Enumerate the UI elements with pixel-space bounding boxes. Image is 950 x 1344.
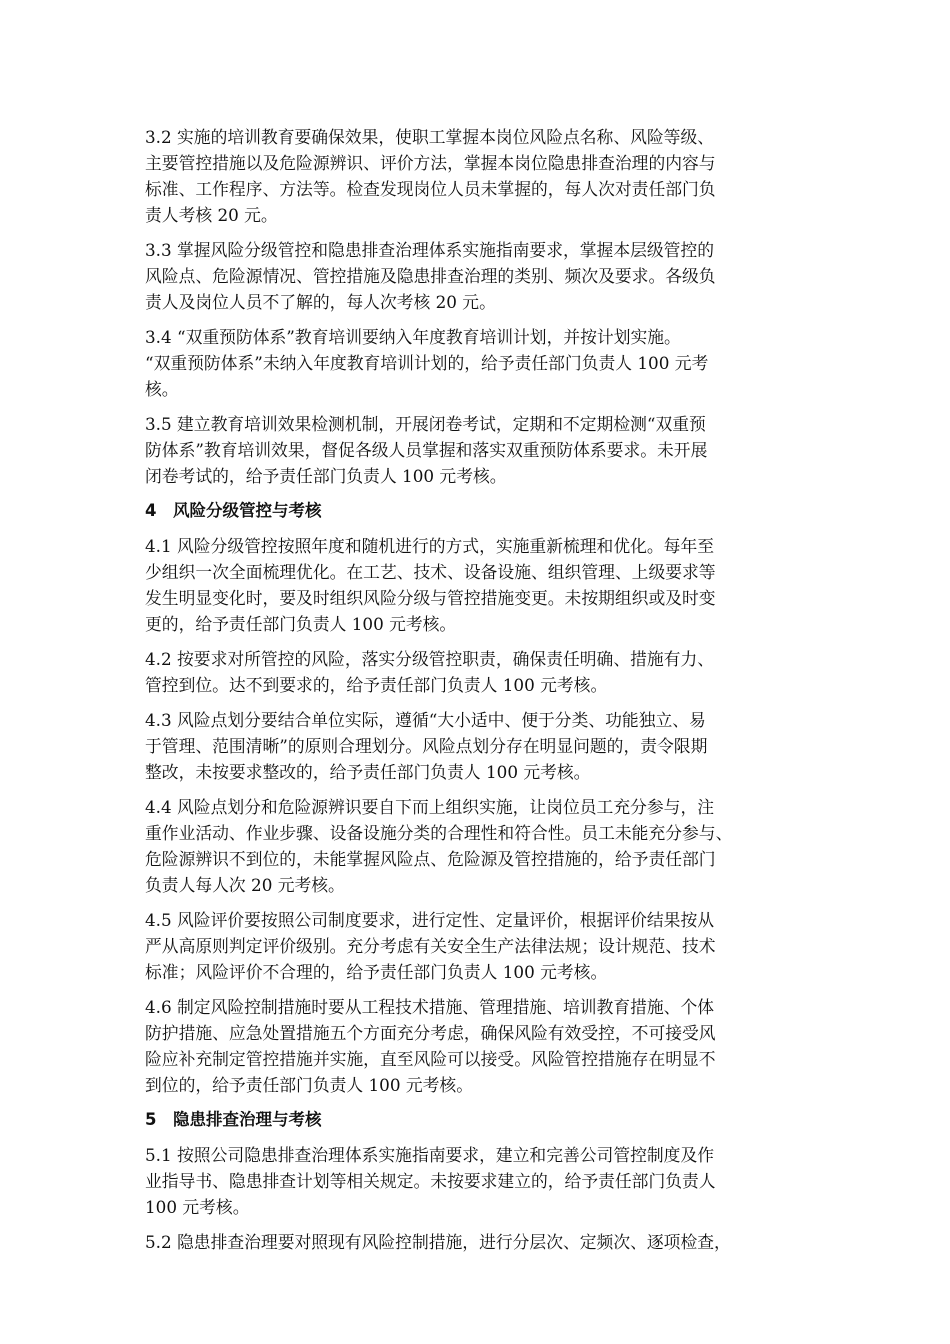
text-line: 少组织一次全面梳理优化。在工艺、技术、设备设施、组织管理、上级要求等 <box>145 562 716 582</box>
text-line: 严从高原则判定评价级别。充分考虑有关安全生产法律法规；设计规范、技术 <box>145 936 716 956</box>
text-line: 3.5 建立教育培训效果检测机制，开展闭卷考试，定期和不定期检测“双重预 <box>145 414 706 434</box>
clause-paragraph <box>145 707 815 785</box>
text-line: 险应补充制定管控措施并实施，直至风险可以接受。风险管控措施存在明显不 <box>145 1049 716 1069</box>
clause-paragraph <box>145 794 815 898</box>
text-line: 5.2 隐患排查治理要对照现有风险控制措施，进行分层次、定频次、逐项检查， <box>145 1232 731 1252</box>
text-line: 发生明显变化时，要及时组织风险分级与管控措施变更。未按期组织或及时变 <box>145 588 716 608</box>
text-line: 主要管控措施以及危险源辨识、评价方法，掌握本岗位隐患排查治理的内容与 <box>145 153 716 173</box>
text-line: 4.1 风险分级管控按照年度和随机进行的方式，实施重新梳理和优化。每年至 <box>145 536 715 556</box>
text-line: 到位的，给予责任部门负责人 100 元考核。 <box>145 1075 473 1095</box>
clause-paragraph <box>145 533 815 637</box>
clause-paragraph <box>145 324 815 402</box>
section-heading <box>145 498 815 524</box>
text-line: 闭卷考试的，给予责任部门负责人 100 元考核。 <box>145 466 507 486</box>
text-line: 风险点、危险源情况、管控措施及隐患排查治理的类别、频次及要求。各级负 <box>145 266 716 286</box>
text-line: 100 元考核。 <box>145 1197 250 1217</box>
clause-paragraph <box>145 1229 815 1255</box>
text-line: 防体系”教育培训效果，督促各级人员掌握和落实双重预防体系要求。未开展 <box>145 440 708 460</box>
text-line: 危险源辨识不到位的，未能掌握风险点、危险源及管控措施的，给予责任部门 <box>145 849 716 869</box>
section-heading <box>145 1107 815 1133</box>
text-line: 3.4 “双重预防体系”教育培训要纳入年度教育培训计划，并按计划实施。 <box>145 327 681 347</box>
text-line: 管控到位。达不到要求的，给予责任部门负责人 100 元考核。 <box>145 675 608 695</box>
clause-paragraph <box>145 907 815 985</box>
text-line: 4.5 风险评价要按照公司制度要求，进行定性、定量评价，根据评价结果按从 <box>145 910 715 930</box>
text-line: 4.4 风险点划分和危险源辨识要自下而上组织实施，让岗位员工充分参与，注 <box>145 797 715 817</box>
text-line: 5 隐患排查治理与考核 <box>145 1110 322 1129</box>
text-line: 4.3 风险点划分要结合单位实际，遵循“大小适中、便于分类、功能独立、易 <box>145 710 706 730</box>
text-line: 更的，给予责任部门负责人 100 元考核。 <box>145 614 457 634</box>
clause-paragraph <box>145 994 815 1098</box>
clause-paragraph <box>145 1142 815 1220</box>
text-line: 3.3 掌握风险分级管控和隐患排查治理体系实施指南要求，掌握本层级管控的 <box>145 240 715 260</box>
text-line: 业指导书、隐患排查计划等相关规定。未按要求建立的，给予责任部门负责人 <box>145 1171 716 1191</box>
text-line: 4 风险分级管控与考核 <box>145 501 322 520</box>
text-line: 核。 <box>145 379 179 399</box>
text-line: 3.2 实施的培训教育要确保效果，使职工掌握本岗位风险点名称、风险等级、 <box>145 127 715 147</box>
text-line: 责人考核 20 元。 <box>145 205 278 225</box>
text-line: 防护措施、应急处置措施五个方面充分考虑，确保风险有效受控，不可接受风 <box>145 1023 716 1043</box>
text-line: 责人及岗位人员不了解的，每人次考核 20 元。 <box>145 292 496 312</box>
clause-paragraph <box>145 411 815 489</box>
text-line: 重作业活动、作业步骤、设备设施分类的合理性和符合性。员工未能充分参与、 <box>145 823 733 843</box>
clause-paragraph <box>145 124 815 228</box>
text-line: 5.1 按照公司隐患排查治理体系实施指南要求，建立和完善公司管控制度及作 <box>145 1145 715 1165</box>
text-line: 负责人每人次 20 元考核。 <box>145 875 345 895</box>
document-body <box>145 124 815 1264</box>
clause-paragraph <box>145 646 815 698</box>
text-line: 4.2 按要求对所管控的风险，落实分级管控职责，确保责任明确、措施有力、 <box>145 649 715 669</box>
text-line: “双重预防体系”未纳入年度教育培训计划的，给予责任部门负责人 100 元考 <box>145 353 709 373</box>
text-line: 4.6 制定风险控制措施时要从工程技术措施、管理措施、培训教育措施、个体 <box>145 997 715 1017</box>
text-line: 于管理、范围清晰”的原则合理划分。风险点划分存在明显问题的，责令限期 <box>145 736 708 756</box>
clause-paragraph <box>145 237 815 315</box>
text-line: 标准；风险评价不合理的，给予责任部门负责人 100 元考核。 <box>145 962 608 982</box>
text-line: 整改，未按要求整改的，给予责任部门负责人 100 元考核。 <box>145 762 591 782</box>
text-line: 标准、工作程序、方法等。检查发现岗位人员未掌握的，每人次对责任部门负 <box>145 179 716 199</box>
